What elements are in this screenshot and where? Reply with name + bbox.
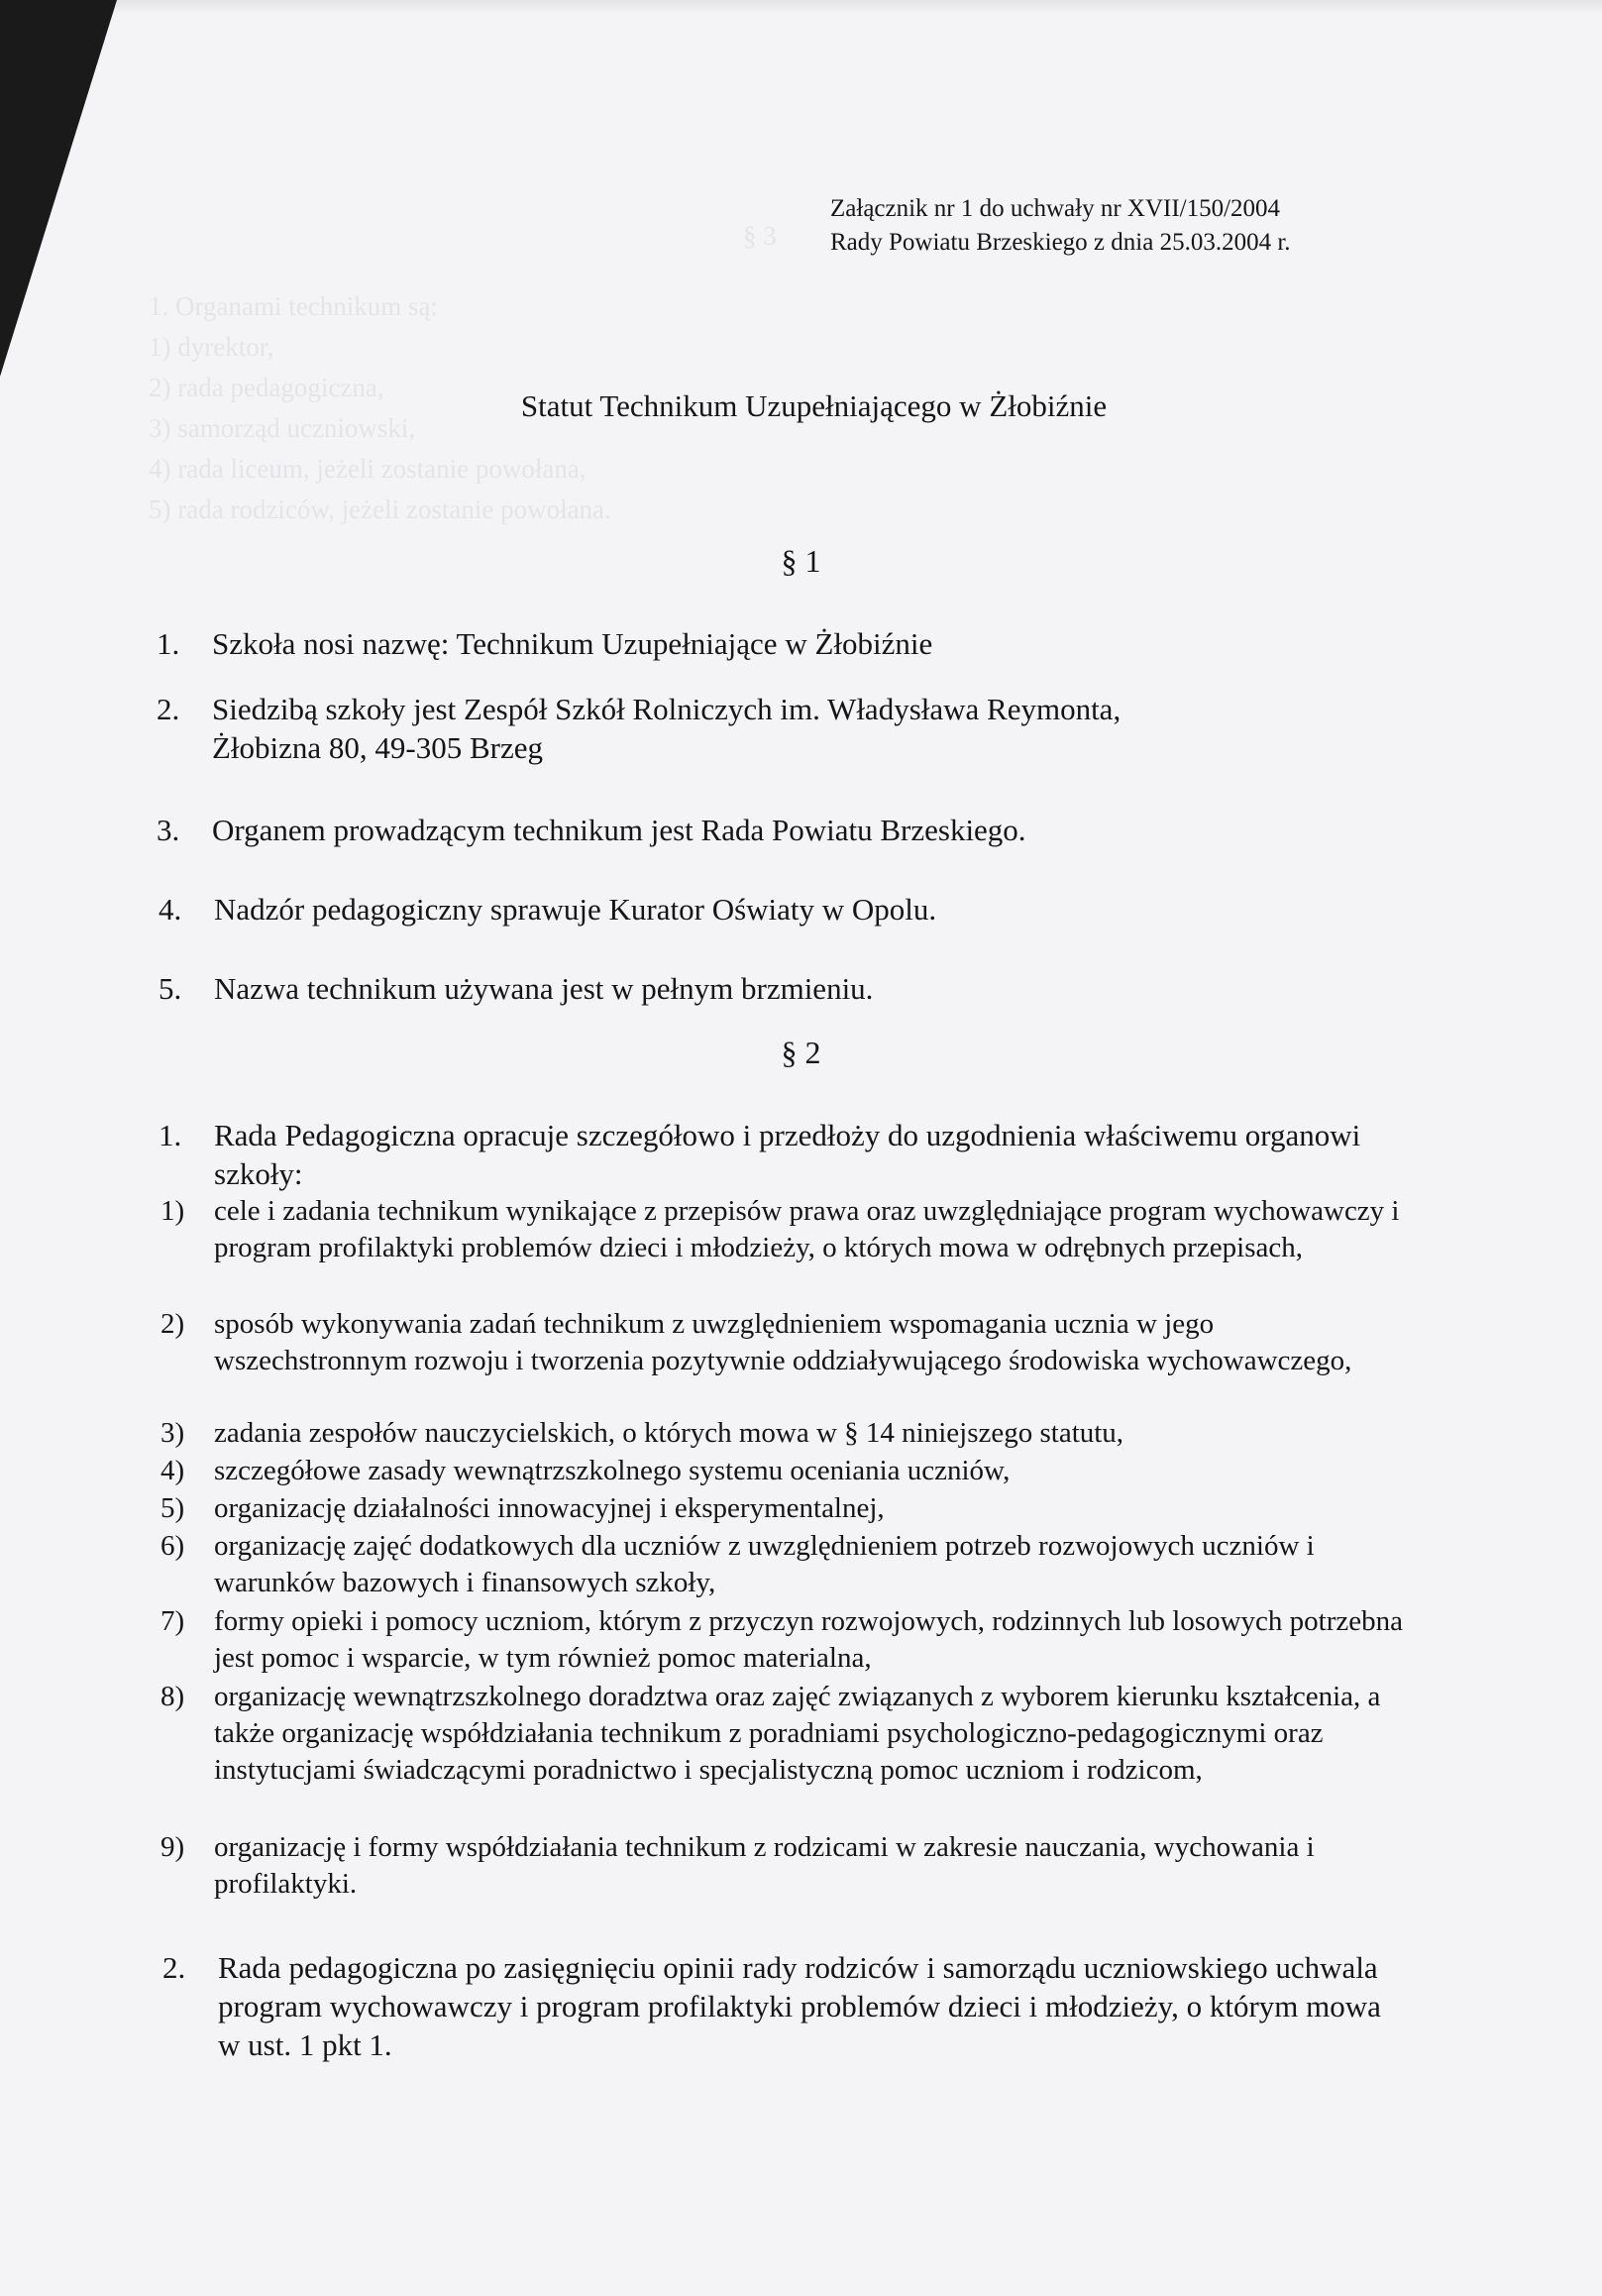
item-text: Organem prowadzącym technikum jest Rada Powiatu Brzeskiego. — [212, 813, 1026, 847]
item-text: Nadzór pedagogiczny sprawuje Kurator Oświaty w Opolu. — [214, 892, 937, 927]
sub-item — [160, 1829, 1409, 1903]
annex-line: Rady Powiatu Brzeskiego z dnia 25.03.2004 r. — [830, 229, 1291, 256]
bleed-line: 1. Organami technikum są: — [149, 291, 438, 321]
item-number: 2. — [162, 1950, 186, 1985]
sub-item-number: 2) — [160, 1308, 185, 1340]
bleed-line: § 3 — [743, 221, 777, 251]
sub-item — [160, 1679, 1409, 1789]
sub-item — [160, 1306, 1409, 1379]
sub-item-text: organizację działalności innowacyjnej i eksperymentalnej, — [214, 1492, 885, 1524]
item-number: 5. — [159, 971, 182, 1006]
annex-line: Załącznik nr 1 do uchwały nr XVII/150/2004 — [830, 195, 1281, 222]
sub-item-text: organizację wewnątrzszkolnego doradztwa oraz zajęć związanych z wyborem kierunku kształcenia, a także organizację współdziałania technikum z poradniami psychologiczno-pedagogicznymi oraz instytucjami świadczącymi poradnictwo i specjalistyczną pomoc uczniom i rodzicom, — [214, 1681, 1381, 1786]
sub-item-text: formy opieki i pomocy uczniom, którym z przyczyn rozwojowych, rodzinnych lub losowych potrzebna jest pomoc i wsparcie, w tym również pomoc materialna, — [214, 1605, 1403, 1674]
section-heading: § 2 — [781, 1035, 821, 1070]
sub-item-text: zadania zespołów nauczycielskich, o których mowa w § 14 niniejszego statutu, — [214, 1417, 1124, 1449]
bleed-line: 1) dyrektor, — [149, 332, 274, 362]
sub-item-number: 6) — [160, 1530, 185, 1562]
bleed-line: 3) samorząd uczniowski, — [149, 413, 416, 443]
sub-item-text: organizację zajęć dodatkowych dla uczniów z uwzględnieniem potrzeb rozwojowych uczniów i warunków bazowych i finansowych szkoły, — [214, 1530, 1315, 1598]
sub-item-number: 7) — [160, 1605, 185, 1637]
section-heading: § 1 — [781, 543, 821, 579]
sub-item-number: 4) — [160, 1455, 185, 1486]
list-item — [159, 890, 1397, 929]
document-title — [0, 388, 1602, 424]
sub-item-number: 8) — [160, 1681, 185, 1712]
sub-item-text: szczegółowe zasady wewnątrzszkolnego systemu oceniania uczniów, — [214, 1455, 1011, 1486]
item-text: Siedzibą szkoły jest Zespół Szkół Rolniczych im. Władysława Reymonta, Żłobizna 80, 49-305 Brzeg — [212, 692, 1121, 765]
item-number: 2. — [157, 692, 180, 726]
item-number: 3. — [157, 813, 180, 847]
sub-item-number: 1) — [160, 1195, 185, 1227]
list-item — [157, 624, 1395, 663]
sub-item-number: 3) — [160, 1417, 185, 1449]
sub-item — [160, 1528, 1409, 1601]
list-item — [162, 1948, 1411, 2064]
scan-top-shadow — [0, 0, 1602, 14]
item-text: Rada pedagogiczna po zasięgnięciu opinii rady rodziców i samorządu uczniowskiego uchwala program wychowawczy i program profilaktyki problemów dzieci i młodzieży, o którym mowa w ust. 1 pkt 1. — [218, 1950, 1381, 2062]
annex-note — [830, 192, 1291, 260]
sub-item — [160, 1490, 1409, 1527]
list-item — [157, 690, 1217, 767]
sub-item — [160, 1415, 1409, 1452]
item-text: Nazwa technikum używana jest w pełnym brzmieniu. — [214, 971, 874, 1006]
list-item — [159, 1116, 1427, 1193]
item-number: 4. — [159, 892, 182, 927]
item-number: 1. — [159, 1118, 182, 1152]
bleed-line: 4) rada liceum, jeżeli zostanie powołana, — [149, 454, 587, 484]
sub-item — [160, 1603, 1409, 1677]
item-text: Szkoła nosi nazwę: Technikum Uzupełniające w Żłobiźnie — [212, 626, 933, 661]
item-text: Rada Pedagogiczna opracuje szczegółowo i przedłoży do uzgodnienia właściwemu organowi szkoły: — [214, 1118, 1361, 1191]
bleed-line: 5) rada rodziców, jeżeli zostanie powołana. — [149, 494, 611, 524]
sub-item — [160, 1193, 1409, 1266]
sub-item-text: sposób wykonywania zadań technikum z uwzględnieniem wspomagania ucznia w jego wszechstronnym rozwoju i tworzenia pozytywnie oddziaływującego środowiska wychowawczego, — [214, 1308, 1352, 1376]
bleed-line: 2) rada pedagogiczna, — [149, 373, 384, 402]
sub-item-number: 9) — [160, 1831, 185, 1863]
sub-item-number: 5) — [160, 1492, 185, 1524]
item-number: 1. — [157, 626, 180, 661]
sub-item — [160, 1453, 1409, 1489]
list-item — [157, 811, 1395, 849]
list-item — [159, 969, 1397, 1008]
sub-item-text: cele i zadania technikum wynikające z przepisów prawa oraz uwzględniające program wychowawczy i program profilaktyki problemów dzieci i młodzieży, o których mowa w odrębnych przepisach, — [214, 1195, 1400, 1263]
scan-dark-corner — [0, 0, 117, 377]
document-title-text: Statut Technikum Uzupełniającego w Żłobiźnie — [520, 388, 1108, 423]
sub-item-text: organizację i formy współdziałania technikum z rodzicami w zakresie nauczania, wychowania i profilaktyki. — [214, 1831, 1315, 1900]
